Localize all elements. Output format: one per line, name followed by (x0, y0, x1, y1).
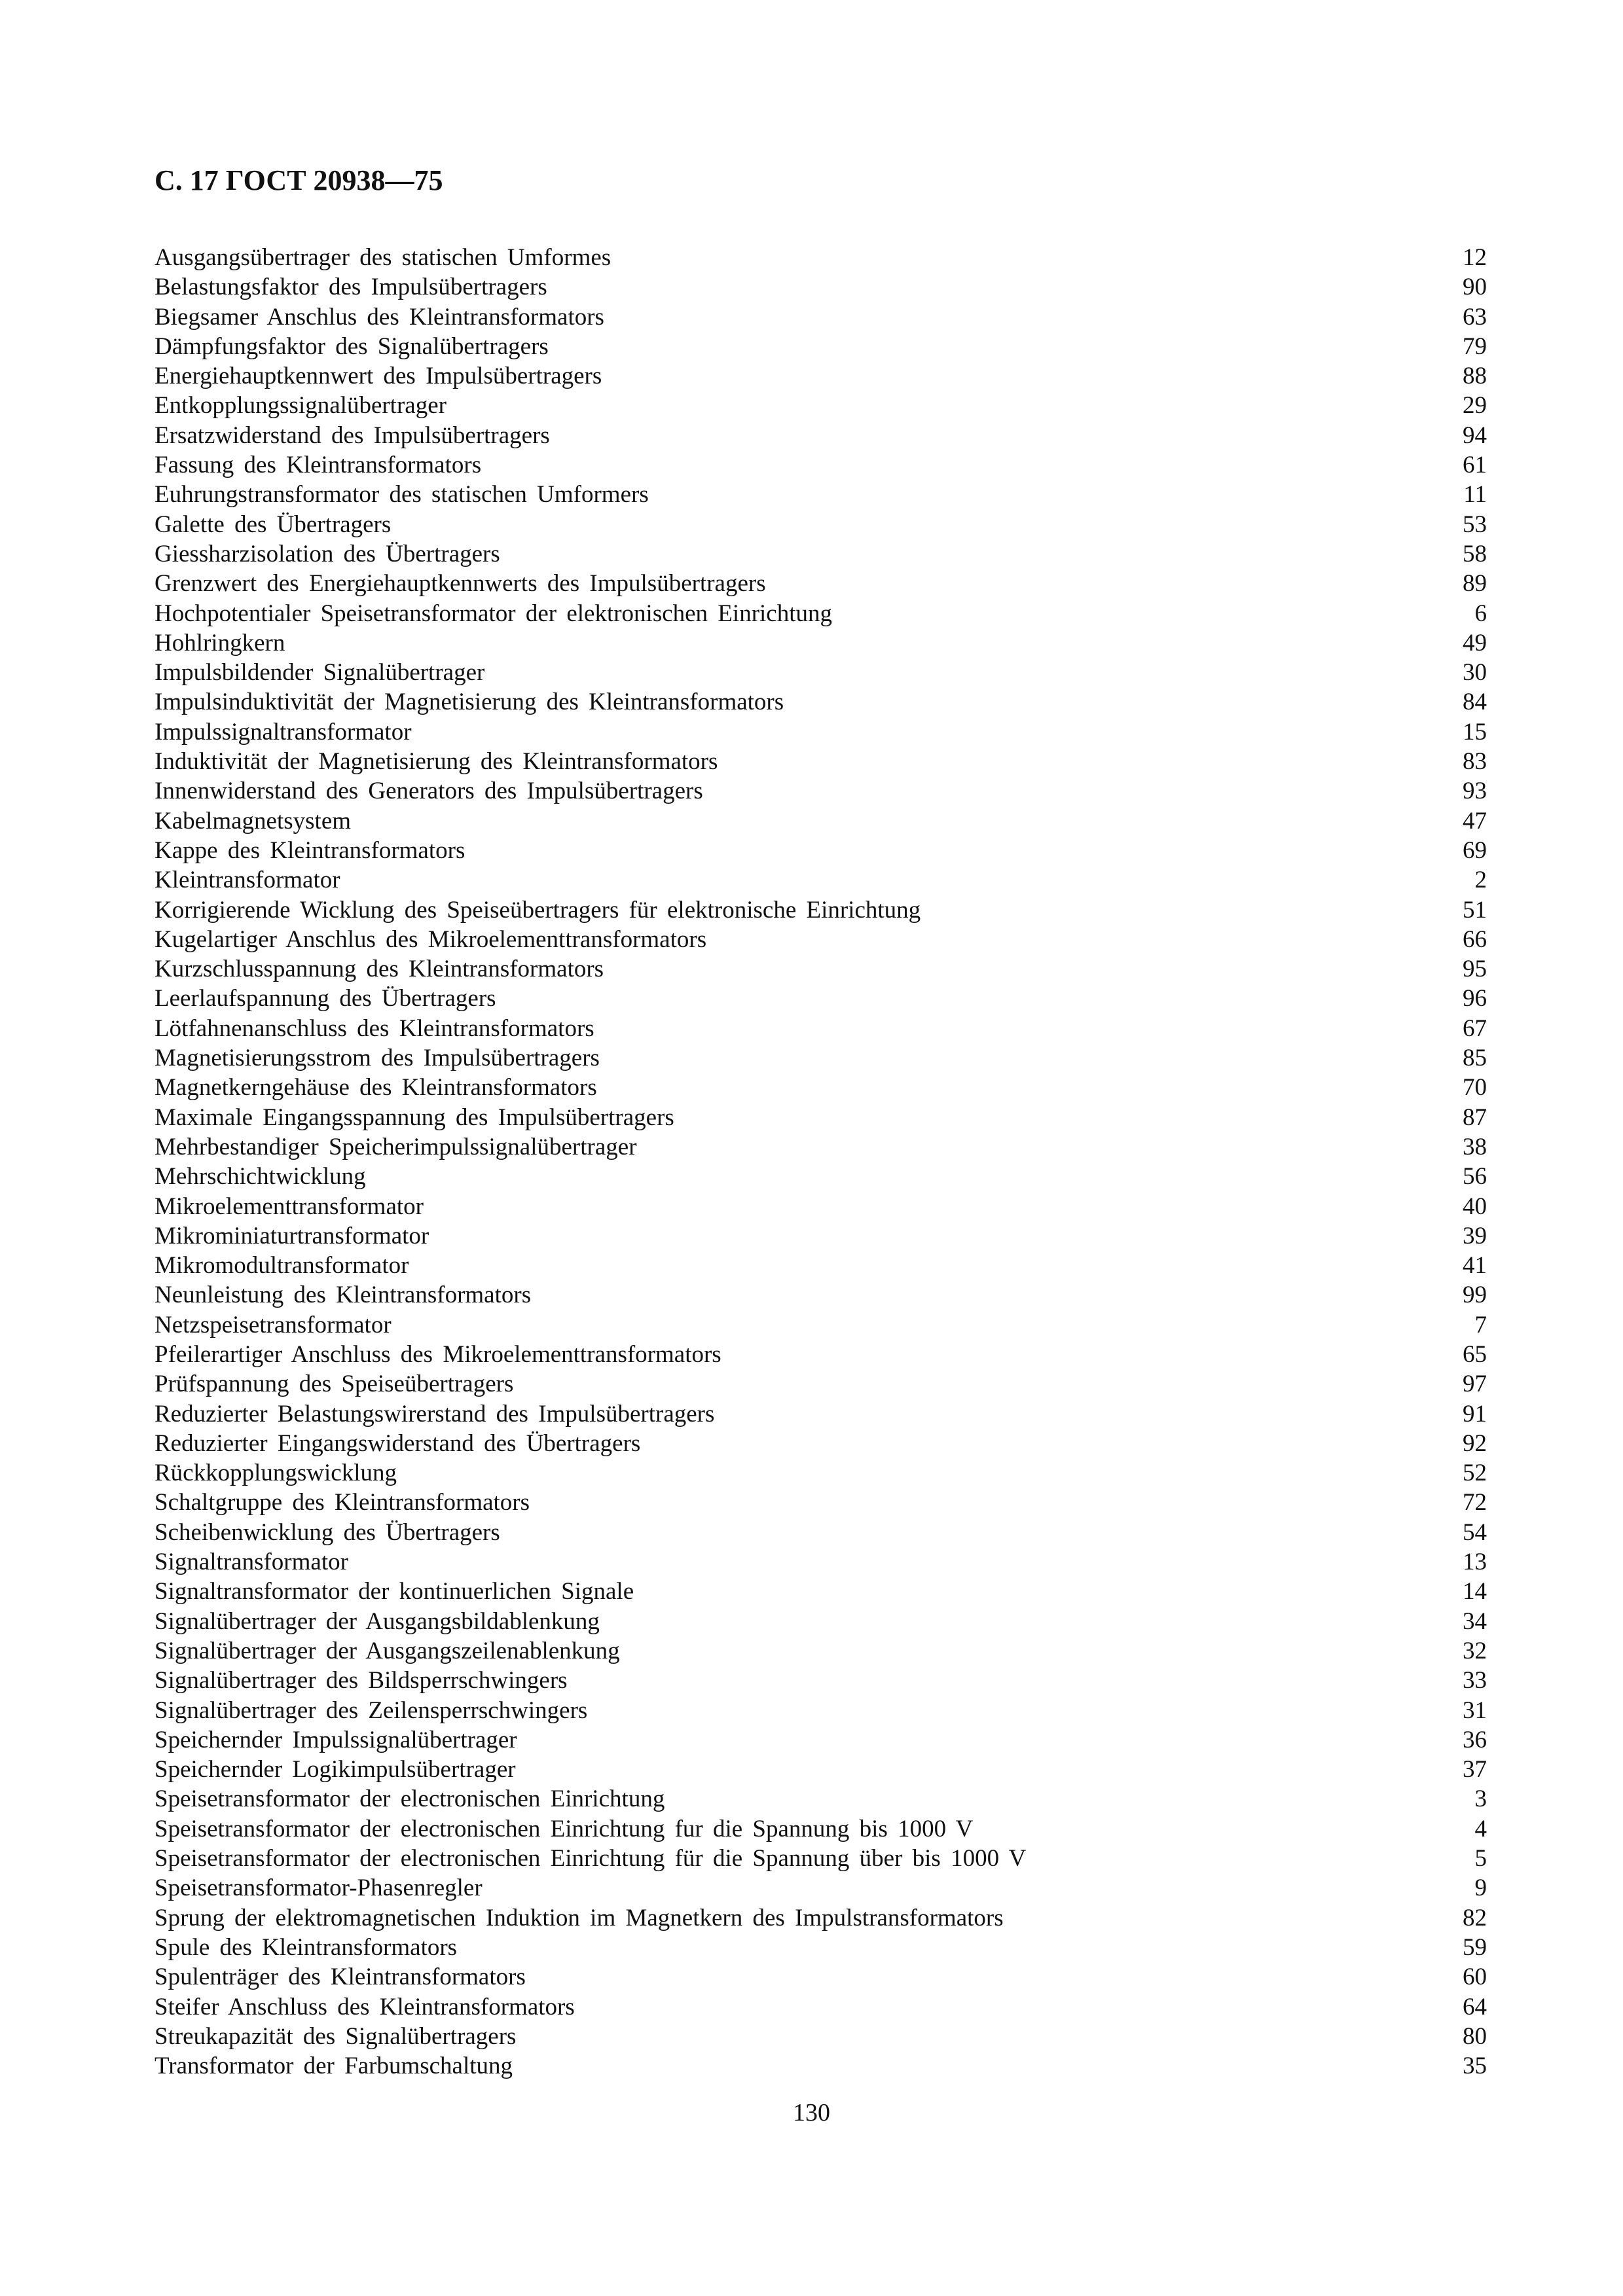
index-term: Signalübertrager des Bildsperrschwingers (155, 1667, 568, 1695)
index-number: 15 (1463, 718, 1487, 745)
index-term: Speisetransformator der electronischen Einrichtung für die Spannung über bis 1000 V (155, 1845, 1027, 1873)
index-term: Impulsbildender Signalübertrager (155, 659, 485, 687)
index-row (155, 1073, 1487, 1102)
index-row (155, 1488, 1487, 1517)
index-row (155, 776, 1487, 806)
index-row (155, 1429, 1487, 1458)
index-row (155, 658, 1487, 687)
index-number: 37 (1463, 1756, 1487, 1784)
index-list (155, 243, 1487, 2081)
index-term: Kurzschlusspannung des Kleintransformators (155, 956, 604, 983)
index-term: Kappe des Kleintransformators (155, 836, 465, 864)
index-term: Speisetransformator der electronischen Einrichtung (155, 1785, 665, 1813)
index-row (155, 628, 1487, 658)
index-row (155, 1933, 1487, 1962)
index-number: 5 (1474, 1845, 1487, 1873)
index-term: Hochpotentialer Speisetransformator der elektronischen Einrichtung (155, 600, 832, 627)
index-term: Signalübertrager des Zeilensperrschwingers (155, 1696, 588, 1724)
index-row (155, 480, 1487, 509)
index-row (155, 272, 1487, 302)
index-number: 97 (1463, 1371, 1487, 1398)
index-number: 36 (1463, 1726, 1487, 1753)
index-row (155, 1518, 1487, 1547)
index-row (155, 1636, 1487, 1666)
index-number: 29 (1463, 392, 1487, 420)
index-row (155, 2051, 1487, 2081)
index-row (155, 569, 1487, 598)
index-row (155, 1340, 1487, 1369)
index-number: 64 (1463, 1993, 1487, 2020)
index-row (155, 1666, 1487, 1695)
index-number: 39 (1463, 1222, 1487, 1249)
index-term: Biegsamer Anschlus des Kleintransformators (155, 303, 604, 331)
index-row (155, 1399, 1487, 1429)
index-number: 82 (1463, 1904, 1487, 1931)
index-term: Hohlringkern (155, 629, 285, 656)
index-row (155, 1962, 1487, 1992)
index-row (155, 747, 1487, 776)
index-number: 49 (1463, 629, 1487, 656)
index-row (155, 1132, 1487, 1162)
index-term: Induktivität der Magnetisierung des Kleintransformators (155, 748, 718, 776)
index-row (155, 1251, 1487, 1280)
index-number: 70 (1463, 1074, 1487, 1102)
index-row (155, 895, 1487, 925)
index-term: Belastungsfaktor des Impulsübertragers (155, 274, 547, 301)
index-row (155, 1458, 1487, 1488)
index-term: Innenwiderstand des Generators des Impulsübertragers (155, 778, 703, 805)
index-row (155, 1162, 1487, 1191)
index-term: Pfeilerartiger Anschluss des Mikroelementtransformators (155, 1340, 721, 1368)
index-row (155, 984, 1487, 1013)
index-term: Mehrbestandiger Speicherimpulssignalübertrager (155, 1133, 637, 1160)
index-row (155, 1873, 1487, 1903)
index-term: Signaltransformator der kontinuerlichen Signale (155, 1578, 634, 1605)
index-row (155, 302, 1487, 332)
index-number: 38 (1463, 1133, 1487, 1160)
index-number: 56 (1463, 1163, 1487, 1191)
index-row (155, 954, 1487, 984)
page-header: С. 17 ГОСТ 20938—75 (155, 164, 443, 196)
index-term: Speichernder Impulssignalübertrager (155, 1726, 517, 1753)
index-number: 85 (1463, 1045, 1487, 1072)
index-number: 35 (1463, 2053, 1487, 2080)
index-row (155, 806, 1487, 836)
index-row (155, 1577, 1487, 1606)
index-row (155, 510, 1487, 539)
index-row (155, 1310, 1487, 1340)
index-term: Schaltgruppe des Kleintransformators (155, 1489, 530, 1516)
index-row (155, 599, 1487, 628)
index-number: 65 (1463, 1340, 1487, 1368)
index-number: 30 (1463, 659, 1487, 687)
index-term: Signalübertrager der Ausgangszeilenablenkung (155, 1637, 620, 1664)
index-term: Signalübertrager der Ausgangsbildablenkung (155, 1607, 600, 1635)
index-number: 34 (1463, 1607, 1487, 1635)
index-number: 54 (1463, 1518, 1487, 1546)
index-row (155, 1784, 1487, 1814)
index-number: 41 (1463, 1252, 1487, 1280)
index-term: Kugelartiger Anschlus des Mikroelementtransformators (155, 925, 707, 953)
index-row (155, 539, 1487, 569)
index-number: 63 (1463, 303, 1487, 331)
index-row (155, 1903, 1487, 1933)
index-number: 9 (1474, 1874, 1487, 1902)
index-term: Spule des Kleintransformators (155, 1933, 458, 1961)
index-number: 2 (1474, 867, 1487, 894)
index-term: Giessharzisolation des Übertragers (155, 540, 500, 567)
index-row (155, 1043, 1487, 1073)
index-number: 40 (1463, 1193, 1487, 1220)
index-row (155, 836, 1487, 865)
index-number: 13 (1463, 1549, 1487, 1576)
index-term: Mikrominiaturtransformator (155, 1222, 429, 1249)
index-row (155, 1992, 1487, 2022)
index-number: 51 (1463, 896, 1487, 924)
index-number: 96 (1463, 985, 1487, 1013)
index-term: Ersatzwiderstand des Impulsübertragers (155, 422, 550, 449)
index-term: Netzspeisetransformator (155, 1311, 392, 1338)
index-row (155, 1725, 1487, 1755)
index-number: 93 (1463, 778, 1487, 805)
index-number: 59 (1463, 1933, 1487, 1961)
index-number: 58 (1463, 540, 1487, 567)
index-number: 61 (1463, 452, 1487, 479)
index-term: Scheibenwicklung des Übertragers (155, 1518, 500, 1546)
index-term: Magnetkerngehäuse des Kleintransformators (155, 1074, 597, 1102)
index-term: Entkopplungssignalübertrager (155, 392, 447, 420)
index-number: 80 (1463, 2022, 1487, 2050)
index-row (155, 1814, 1487, 1844)
index-term: Streukapazität des Signalübertragers (155, 2022, 517, 2050)
index-term: Impulssignaltransformator (155, 718, 412, 745)
index-term: Kleintransformator (155, 867, 340, 894)
index-term: Neunleistung des Kleintransformators (155, 1282, 532, 1309)
index-number: 52 (1463, 1460, 1487, 1487)
index-number: 3 (1474, 1785, 1487, 1813)
index-term: Sprung der elektromagnetischen Induktion im Magnetkern des Impulstransformators (155, 1904, 1004, 1931)
index-term: Galette des Übertragers (155, 511, 392, 538)
index-number: 53 (1463, 511, 1487, 538)
index-number: 47 (1463, 807, 1487, 834)
index-number: 14 (1463, 1578, 1487, 1605)
index-number: 11 (1463, 481, 1487, 509)
index-number: 83 (1463, 748, 1487, 776)
index-row (155, 1280, 1487, 1310)
index-term: Magnetisierungsstrom des Impulsübertragers (155, 1045, 600, 1072)
index-number: 60 (1463, 1964, 1487, 1991)
index-number: 33 (1463, 1667, 1487, 1695)
index-number: 69 (1463, 836, 1487, 864)
index-row (155, 1014, 1487, 1043)
index-row (155, 450, 1487, 480)
index-term: Korrigierende Wicklung des Speiseübertragers für elektronische Einrichtung (155, 896, 921, 924)
index-row (155, 2022, 1487, 2051)
index-term: Steifer Anschluss des Kleintransformators (155, 1993, 575, 2020)
index-term: Kabelmagnetsystem (155, 807, 352, 834)
index-row (155, 361, 1487, 391)
index-row (155, 1547, 1487, 1577)
index-row (155, 1755, 1487, 1784)
index-term: Ausgangsübertrager des statischen Umformes (155, 244, 611, 271)
index-term: Grenzwert des Energiehauptkennwerts des Impulsübertragers (155, 570, 766, 598)
index-row (155, 332, 1487, 361)
index-term: Speisetransformator-Phasenregler (155, 1874, 483, 1902)
index-term: Energiehauptkennwert des Impulsübertragers (155, 363, 602, 390)
index-term: Spulenträger des Kleintransformators (155, 1964, 526, 1991)
index-row (155, 925, 1487, 954)
index-row (155, 717, 1487, 747)
index-term: Fassung des Kleintransformators (155, 452, 482, 479)
index-term: Lötfahnenanschluss des Kleintransformators (155, 1014, 594, 1042)
index-number: 67 (1463, 1014, 1487, 1042)
index-number: 32 (1463, 1637, 1487, 1664)
index-row (155, 391, 1487, 420)
index-term: Mehrschichtwicklung (155, 1163, 366, 1191)
index-row (155, 1369, 1487, 1399)
index-number: 4 (1474, 1815, 1487, 1842)
page-number: 130 (793, 2099, 830, 2126)
index-row (155, 1607, 1487, 1636)
index-number: 94 (1463, 422, 1487, 449)
index-term: Mikromodultransformator (155, 1252, 409, 1280)
index-term: Mikroelementtransformator (155, 1193, 424, 1220)
index-number: 95 (1463, 956, 1487, 983)
index-number: 99 (1463, 1282, 1487, 1309)
index-term: Impulsinduktivität der Magnetisierung des Kleintransformators (155, 689, 784, 716)
index-term: Speisetransformator der electronischen Einrichtung fur die Spannung bis 1000 V (155, 1815, 974, 1842)
index-number: 88 (1463, 363, 1487, 390)
index-row (155, 1844, 1487, 1873)
index-number: 87 (1463, 1103, 1487, 1131)
index-row (155, 243, 1487, 272)
index-number: 6 (1474, 600, 1487, 627)
index-term: Euhrungstransformator des statischen Umformers (155, 481, 649, 509)
index-row (155, 421, 1487, 450)
index-number: 84 (1463, 689, 1487, 716)
index-row (155, 687, 1487, 717)
index-row (155, 1192, 1487, 1221)
index-term: Signaltransformator (155, 1549, 348, 1576)
index-term: Rückkopplungswicklung (155, 1460, 397, 1487)
index-number: 90 (1463, 274, 1487, 301)
index-number: 31 (1463, 1696, 1487, 1724)
index-row (155, 1103, 1487, 1132)
index-term: Reduzierter Eingangswiderstand des Übertragers (155, 1429, 641, 1457)
index-term: Prüfspannung des Speiseübertragers (155, 1371, 514, 1398)
index-row (155, 1696, 1487, 1725)
index-number: 7 (1474, 1311, 1487, 1338)
index-term: Maximale Eingangsspannung des Impulsübertragers (155, 1103, 674, 1131)
index-row (155, 865, 1487, 895)
index-number: 72 (1463, 1489, 1487, 1516)
index-number: 92 (1463, 1429, 1487, 1457)
index-term: Transformator der Farbumschaltung (155, 2053, 513, 2080)
index-number: 66 (1463, 925, 1487, 953)
index-number: 12 (1463, 244, 1487, 271)
index-number: 79 (1463, 332, 1487, 360)
index-term: Leerlaufspannung des Übertragers (155, 985, 496, 1013)
index-number: 91 (1463, 1400, 1487, 1427)
index-term: Dämpfungsfaktor des Signalübertragers (155, 332, 549, 360)
index-term: Reduzierter Belastungswirerstand des Impulsübertragers (155, 1400, 715, 1427)
index-number: 89 (1463, 570, 1487, 598)
index-term: Speichernder Logikimpulsübertrager (155, 1756, 516, 1784)
index-row (155, 1221, 1487, 1251)
